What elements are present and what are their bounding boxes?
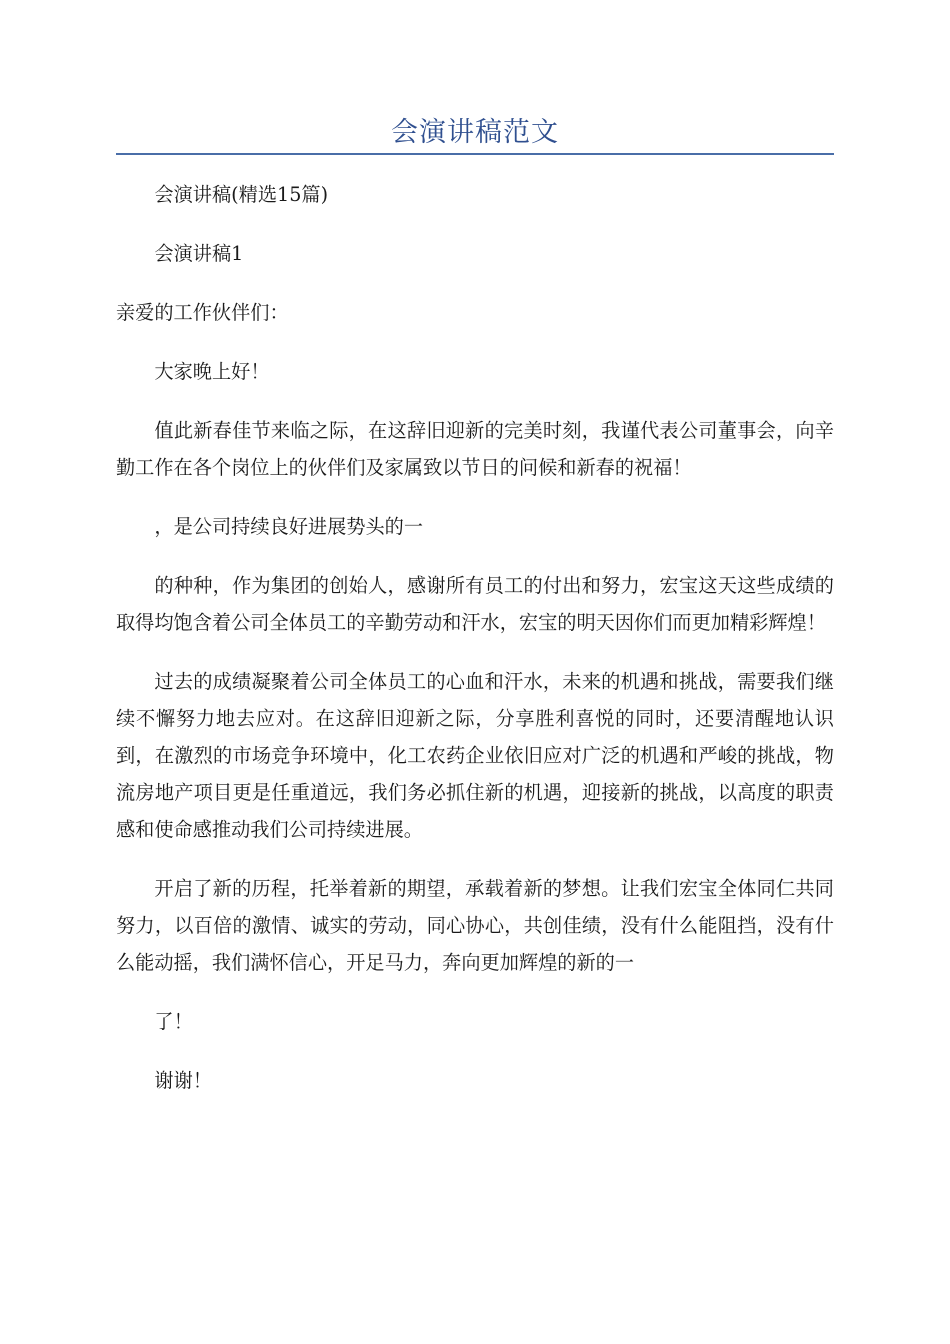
document-body	[116, 176, 834, 1099]
title-underline	[116, 153, 834, 155]
subtitle-paragraph: 会演讲稿(精选15篇)	[154, 183, 329, 206]
body-paragraph: 值此新春佳节来临之际，在这辞旧迎新的完美时刻，我谨代表公司董事会，向辛勤工作在各个岗位上的伙伴们及家属致以节日的问候和新春的祝福！	[116, 419, 834, 479]
body-paragraph: 过去的成绩凝聚着公司全体员工的心血和汗水，未来的机遇和挑战，需要我们继续不懈努力地去应对。在这辞旧迎新之际，分享胜利喜悦的同时，还要清醒地认识到，在激烈的市场竞争环境中，化工农药企业依旧应对广泛的机遇和严峻的挑战，物流房地产项目更是任重道远，我们务必抓住新的机遇，迎接新的挑战，以高度的职责感和使命感推动我们公司持续进展。	[116, 670, 834, 841]
greeting: 大家晚上好！	[154, 360, 270, 383]
body-paragraph: ，是公司持续良好进展势头的一	[154, 515, 424, 538]
section-heading: 会演讲稿1	[154, 242, 244, 265]
document-title: 会演讲稿范文	[391, 117, 559, 148]
body-paragraph: 开启了新的历程，托举着新的期望，承载着新的梦想。让我们宏宝全体同仁共同努力，以百倍的激情、诚实的劳动，同心协心，共创佳绩，没有什么能阻挡，没有什么能动摇，我们满怀信心，开足马力，奔向更加辉煌的新的一	[116, 877, 834, 974]
body-paragraph: 了！	[154, 1010, 193, 1033]
body-paragraph: 的种种，作为集团的创始人，感谢所有员工的付出和努力，宏宝这天这些成绩的取得均饱含着公司全体员工的辛勤劳动和汗水，宏宝的明天因你们而更加精彩辉煌！	[116, 574, 834, 634]
document-page	[116, 0, 834, 1121]
salutation: 亲爱的工作伙伴们：	[116, 301, 289, 324]
closing-thanks: 谢谢！	[154, 1069, 212, 1092]
